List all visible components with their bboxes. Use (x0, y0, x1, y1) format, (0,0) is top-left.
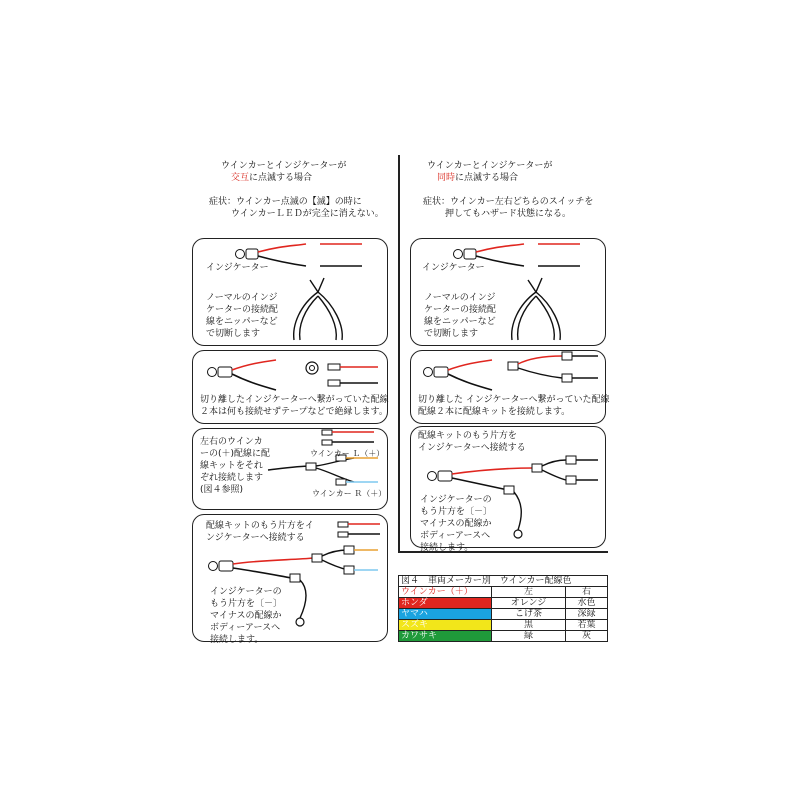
table-header-left: 左 (492, 587, 566, 598)
table-left-cell: 緑 (492, 631, 566, 642)
right-p3-text2-4: ボディーアースへ (420, 531, 491, 541)
left-p3-text-5: (図４参照) (200, 485, 244, 495)
right-p3-text2-3: マイナスの配線か (420, 519, 492, 529)
right-p1-indicator-label: インジケーター (422, 263, 485, 273)
left-p1-indicator-label: インジケーター (206, 263, 269, 273)
winker-color-table (398, 575, 608, 642)
right-p2-text-1: 切り離した インジケーターへ繋がっていた配線 (418, 395, 610, 405)
table-row (399, 620, 608, 631)
table-right-cell: 灰 (566, 631, 608, 642)
right-p1-text-3: 線をニッパーなど (424, 317, 496, 327)
table-title: 図４ 車両メーカー別 ウインカー配線色 (399, 576, 608, 587)
right-ground-terminal (514, 530, 522, 538)
left-p4-text2-2: もう片方を〔－〕 (210, 599, 283, 609)
left-heading-highlight: 交互 (231, 173, 250, 183)
left-p1-text-2: ケーターの接続配 (206, 305, 279, 315)
table-maker-cell: ヤマハ (399, 609, 492, 620)
table-header-row (399, 587, 608, 598)
left-p3-text-2: ーの(＋)配線に配 (200, 449, 271, 459)
right-p3-text2-5: 接続します。 (420, 543, 474, 553)
left-heading-rest: に点滅する場合 (249, 173, 313, 183)
left-symptom-line2: ウインカーＬＥＤが完全に消えない。 (231, 209, 384, 219)
left-p1-text-1: ノーマルのインジ (206, 293, 278, 303)
table-right-cell: 深緑 (566, 609, 608, 620)
right-heading-highlight: 同時 (437, 173, 456, 183)
left-indicator-bulb (236, 249, 259, 259)
table-title-row (399, 576, 608, 587)
left-symptom-line1: 症状：ウインカー点滅の【滅】の時に (209, 197, 362, 207)
left-p3-text-3: 線キットをそれ (200, 461, 263, 471)
table-left-cell: オレンジ (492, 598, 566, 609)
table-maker-cell: カワサキ (399, 631, 492, 642)
left-p3-label-l: ウインカー Ｌ（＋） (310, 449, 385, 458)
left-p2-bulb (208, 368, 217, 377)
table-left-cell: こげ茶 (492, 609, 566, 620)
left-p1-text-4: で切断します (206, 329, 261, 339)
left-p1-wire-red (258, 244, 306, 252)
left-heading-line1: ウインカーとインジケーターが (221, 161, 347, 171)
right-symptom-line1: 症状：ウインカー左右どちらのスイッチを (423, 197, 594, 207)
right-nippers (512, 278, 561, 340)
right-p3-text-1: 配線キットのもう片方を (418, 431, 517, 441)
left-nippers (294, 278, 343, 340)
left-p4-text2-5: 接続します。 (210, 635, 264, 645)
right-p3-text2-1: インジケーターの (420, 495, 492, 505)
table-row (399, 609, 608, 620)
right-p1-text-2: ケーターの接続配 (424, 305, 497, 315)
left-p4-text-1: 配線キットのもう片方をイ (206, 521, 314, 531)
table-left-cell: 黒 (492, 620, 566, 631)
left-p4-text2-1: インジケーターの (210, 587, 282, 597)
left-p3-text-1: 左右のウインカ (200, 437, 263, 447)
right-p3-text2-2: もう片方を〔－〕 (420, 507, 493, 517)
left-p2-text-2: ２本は何も接続せずテープなどで絶縁します。 (200, 407, 388, 417)
right-heading-rest: に点滅する場合 (455, 173, 519, 183)
left-p1-text-3: 線をニッパーなど (206, 317, 278, 327)
table-maker-cell: スズキ (399, 620, 492, 631)
right-symptom-line2: 押してもハザード状態になる。 (445, 209, 572, 219)
table-right-cell: 若葉 (566, 620, 608, 631)
right-p2-text-2: 配線２本に配線キットを接続します。 (418, 407, 571, 417)
left-p4-text2-3: マイナスの配線か (210, 611, 282, 621)
table-right-cell: 水色 (566, 598, 608, 609)
table-header-right: 右 (566, 587, 608, 598)
right-heading-line1: ウインカーとインジケーターが (427, 161, 553, 171)
right-p1-text-1: ノーマルのインジ (424, 293, 496, 303)
table-row (399, 631, 608, 642)
table-row (399, 598, 608, 609)
table-header-winker: ウインカー（＋） (399, 587, 492, 598)
right-p3-text-2: インジケーターへ接続する (418, 443, 526, 453)
left-ground-terminal (296, 618, 304, 626)
table-maker-cell: ホンダ (399, 598, 492, 609)
left-p2-text-1: 切り離したインジケーターへ繋がっていた配線 (200, 395, 389, 405)
left-p3-text-4: ぞれ接続します (200, 473, 264, 483)
right-p1-text-4: で切断します (424, 329, 479, 339)
left-p3-label-r: ウインカー Ｒ（＋） (312, 489, 387, 498)
left-p4-text-2: ンジケーターへ接続する (206, 533, 305, 543)
left-p4-text2-4: ボディーアースへ (210, 623, 281, 633)
left-tape-roll (306, 362, 318, 374)
